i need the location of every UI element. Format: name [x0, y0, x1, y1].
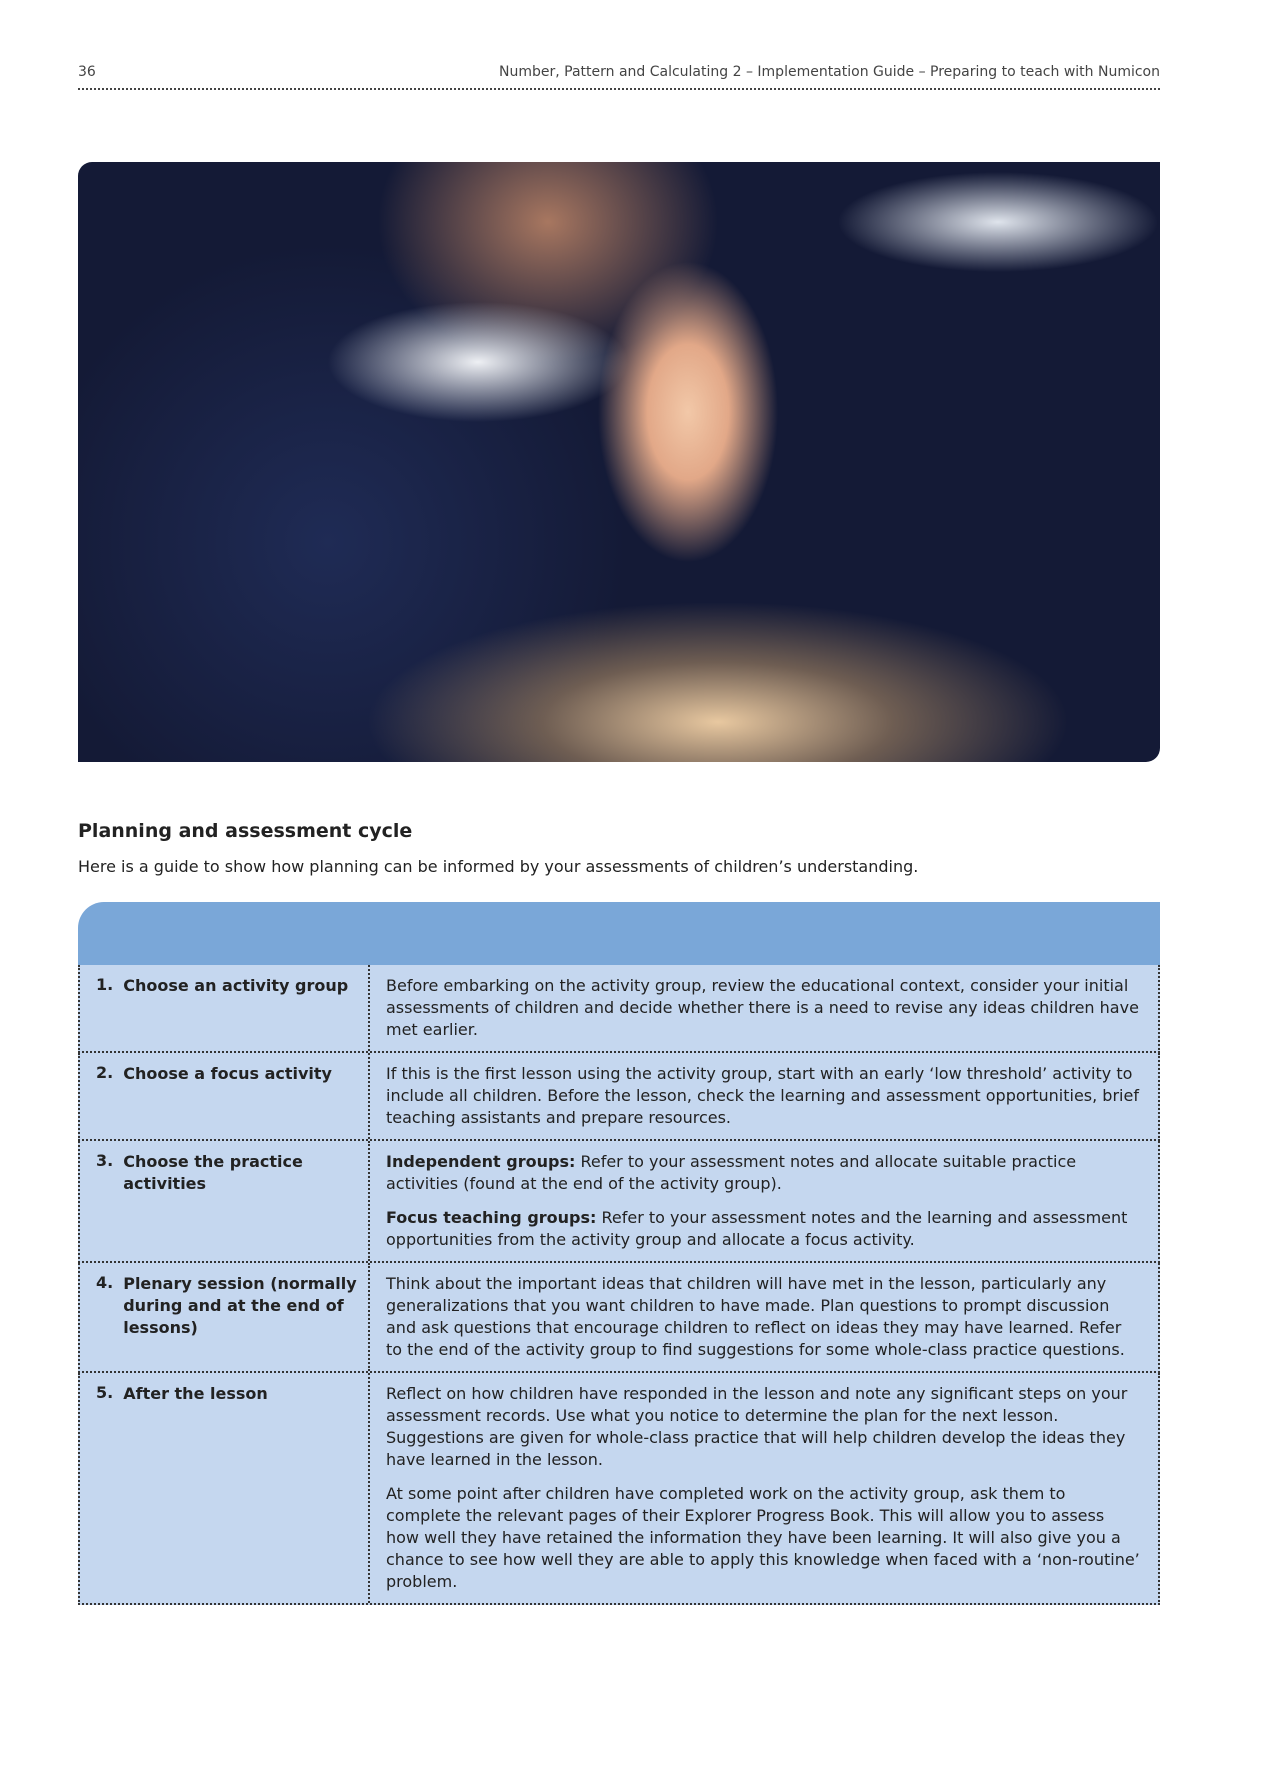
description-paragraph: [386, 1207, 1140, 1251]
description-paragraph: [386, 1483, 1140, 1593]
description-paragraph: [386, 975, 1140, 1041]
running-header: [78, 62, 1160, 90]
paragraph-text: Refer to your assessment notes and allocate suitable practice activities (found at the end of the activity group).: [386, 1152, 1077, 1193]
section-intro: Here is a guide to show how planning can be informed by your assessments of children’s understanding.: [78, 857, 919, 876]
step-description: [370, 965, 1158, 1051]
running-title: Number, Pattern and Calculating 2 – Implementation Guide – Preparing to teach with Numicon: [498, 64, 1160, 80]
step-description: [370, 1053, 1158, 1139]
step-description: [370, 1263, 1158, 1371]
page-number: 36: [78, 64, 96, 80]
step-cell: [80, 965, 370, 1051]
step-description: [370, 1141, 1158, 1261]
paragraph-text: If this is the first lesson using the activity group, start with an early ‘low threshold’ activity to include all children. Before the lesson, check the learning and assessment opportunities, brief teaching assistants and prepare resources.: [386, 1064, 1139, 1127]
planning-cycle-table: [78, 902, 1160, 1605]
step-cell: [80, 1141, 370, 1261]
paragraph-text: Refer to your assessment notes and the learning and assessment opportunities from the activity group and allocate a focus activity.: [386, 1208, 1128, 1249]
step-cell: [80, 1373, 370, 1603]
step-number: 1.: [96, 975, 114, 994]
step-number: 4.: [96, 1273, 114, 1292]
step-label: Choose a focus activity: [123, 1064, 332, 1083]
step-cell: [80, 1263, 370, 1371]
table-row: [78, 965, 1160, 1053]
step-number: 3.: [96, 1151, 114, 1170]
table-row: [78, 1141, 1160, 1263]
paragraph-text: Think about the important ideas that children will have met in the lesson, particularly any generalizations that you want children to have made. Plan questions to prompt discussion and ask questions that encourage children to reflect on ideas they may have learned. Refer to the end of the activity group to find suggestions for some whole-class practice questions.: [386, 1274, 1125, 1359]
description-paragraph: [386, 1383, 1140, 1471]
step-cell: [80, 1053, 370, 1139]
table-row: [78, 1053, 1160, 1141]
step-label: After the lesson: [123, 1384, 268, 1403]
step-label: Choose an activity group: [123, 976, 349, 995]
description-paragraph: [386, 1151, 1140, 1195]
description-paragraph: [386, 1063, 1140, 1129]
classroom-photo-raised-hand: [78, 162, 1160, 762]
table-row: [78, 1263, 1160, 1373]
step-number: 2.: [96, 1063, 114, 1082]
paragraph-text: Reflect on how children have responded in the lesson and note any significant steps on your assessment records. Use what you notice to determine the plan for the next lesson. Suggestions are given for whole-class practice that will help children develop the ideas they have learned in the lesson.: [386, 1384, 1128, 1469]
step-label: Plenary session (normally during and at the end of lessons): [123, 1274, 357, 1337]
step-description: [370, 1373, 1158, 1603]
paragraph-text: Before embarking on the activity group, review the educational context, consider your initial assessments of children and decide whether there is a need to revise any ideas children have met earlier.: [386, 976, 1139, 1039]
group-label: Independent groups:: [386, 1152, 576, 1171]
group-label: Focus teaching groups:: [386, 1208, 597, 1227]
section-heading: Planning and assessment cycle: [78, 820, 413, 842]
table-row: [78, 1373, 1160, 1605]
step-number: 5.: [96, 1383, 114, 1402]
description-paragraph: [386, 1273, 1140, 1361]
step-label: Choose the practice activities: [123, 1152, 303, 1193]
table-header-band: [78, 902, 1160, 965]
paragraph-text: At some point after children have completed work on the activity group, ask them to complete the relevant pages of their Explorer Progress Book. This will allow you to assess how well they have retained the information they have been learning. It will also give you a chance to see how well they are able to apply this knowledge when faced with a ‘non-routine’ problem.: [386, 1484, 1140, 1591]
